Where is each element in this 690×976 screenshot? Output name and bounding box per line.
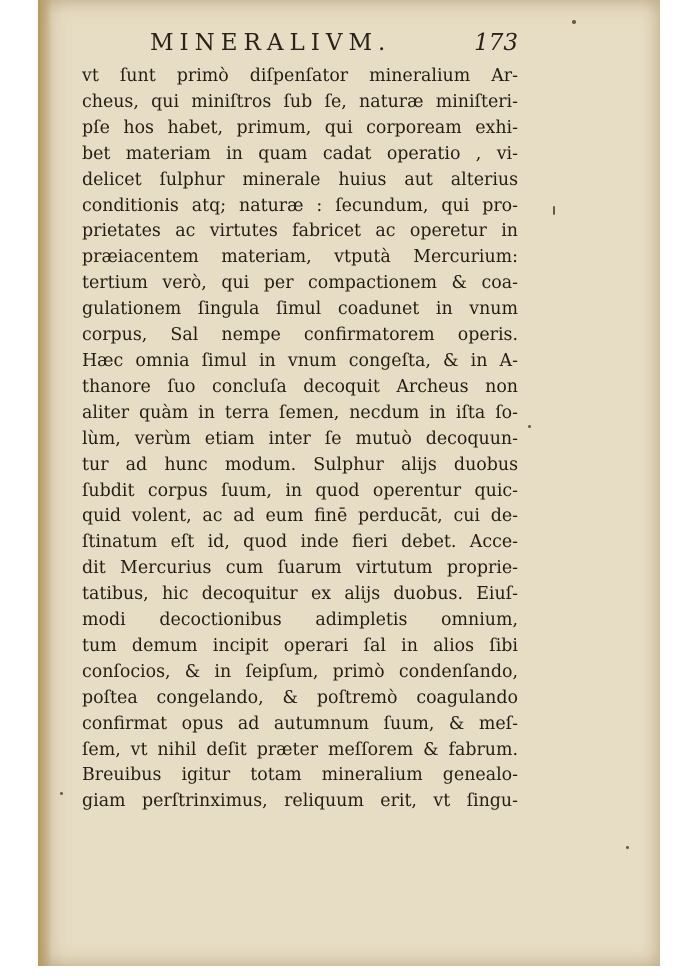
- text-line: vt ſunt primò diſpenſator mineralium Ar-: [82, 66, 518, 86]
- text-line: prietates ac virtutes fabricet ac operetur in: [82, 221, 518, 242]
- text-line: lùm, verùm etiam inter ſe mutuò decoquun-: [82, 428, 518, 449]
- text-line: tertium verò, qui per compactionem & coa-: [82, 273, 518, 294]
- text-line: Breuibus igitur totam mineralium genealo-: [82, 765, 518, 786]
- text-line: modi decoctionibus adimpletis omnium,: [82, 610, 518, 631]
- page-bottom-margin: [38, 966, 660, 976]
- text-line: præiacentem materiam, vtputà Mercurium:: [82, 247, 518, 268]
- text-line: delicet ſulphur minerale huius aut alterius: [82, 169, 518, 190]
- text-line: corpus, Sal nempe confirmatorem operis.: [82, 325, 518, 346]
- text-line: Hæc omnia ſimul in vnum congeſta, & in A-: [82, 350, 518, 371]
- text-line: dit Mercurius cum ſuarum virtutum proprie-: [82, 558, 518, 579]
- text-line: poſtea congelando, & poſtremò coagulando: [82, 687, 518, 708]
- text-line: quid volent, ac ad eum finē perducāt, cui de-: [82, 506, 518, 527]
- body-text: [82, 64, 518, 815]
- page-header: [78, 30, 518, 62]
- text-line: confirmat opus ad autumnum ſuum, & meſ-: [82, 713, 518, 734]
- ink-speck: [553, 206, 555, 215]
- text-line: conditionis atq; naturæ : ſecundum, qui pro-: [82, 195, 518, 216]
- text-line: giam perſtrinximus, reliquum erit, vt ſingu-: [82, 791, 518, 812]
- text-line: ſem, vt nihil deſit præter meſſorem & fabrum.: [82, 739, 518, 760]
- text-line: pſe hos habet, primum, qui corpoream exhi-: [82, 117, 518, 138]
- text-line: gulationem ſingula ſimul coadunet in vnum: [82, 299, 518, 320]
- text-line: tur ad hunc modum. Sulphur alijs duobus: [82, 454, 518, 475]
- running-title: MINERALIVM.: [150, 30, 392, 56]
- text-line: tatibus, hic decoquitur ex alijs duobus. Eiuſ-: [82, 584, 518, 605]
- ink-speck: [528, 425, 531, 428]
- text-line: tum demum incipit operari ſal in alios ſibi: [82, 635, 518, 656]
- page-number: 173: [474, 30, 518, 56]
- text-line: aliter quàm in terra ſemen, necdum in iſta ſo-: [82, 402, 518, 423]
- text-line: conſocios, & in ſeipſum, primò condenſando,: [82, 661, 518, 682]
- ink-speck: [572, 20, 576, 24]
- binding-shadow: [38, 0, 52, 970]
- text-line: bet materiam in quam cadat operatio , vi-: [82, 143, 518, 164]
- text-line: cheus, qui miniſtros ſub ſe, naturæ miniſteri-: [82, 91, 518, 112]
- text-line: ſubdit corpus ſuum, in quod operentur quic-: [82, 480, 518, 501]
- text-line: ſtinatum eſt id, quod inde fieri debet. Acce-: [82, 532, 518, 553]
- ink-speck: [626, 846, 629, 849]
- text-line: thanore ſuo concluſa decoquit Archeus non: [82, 376, 518, 397]
- ink-speck: [60, 792, 63, 795]
